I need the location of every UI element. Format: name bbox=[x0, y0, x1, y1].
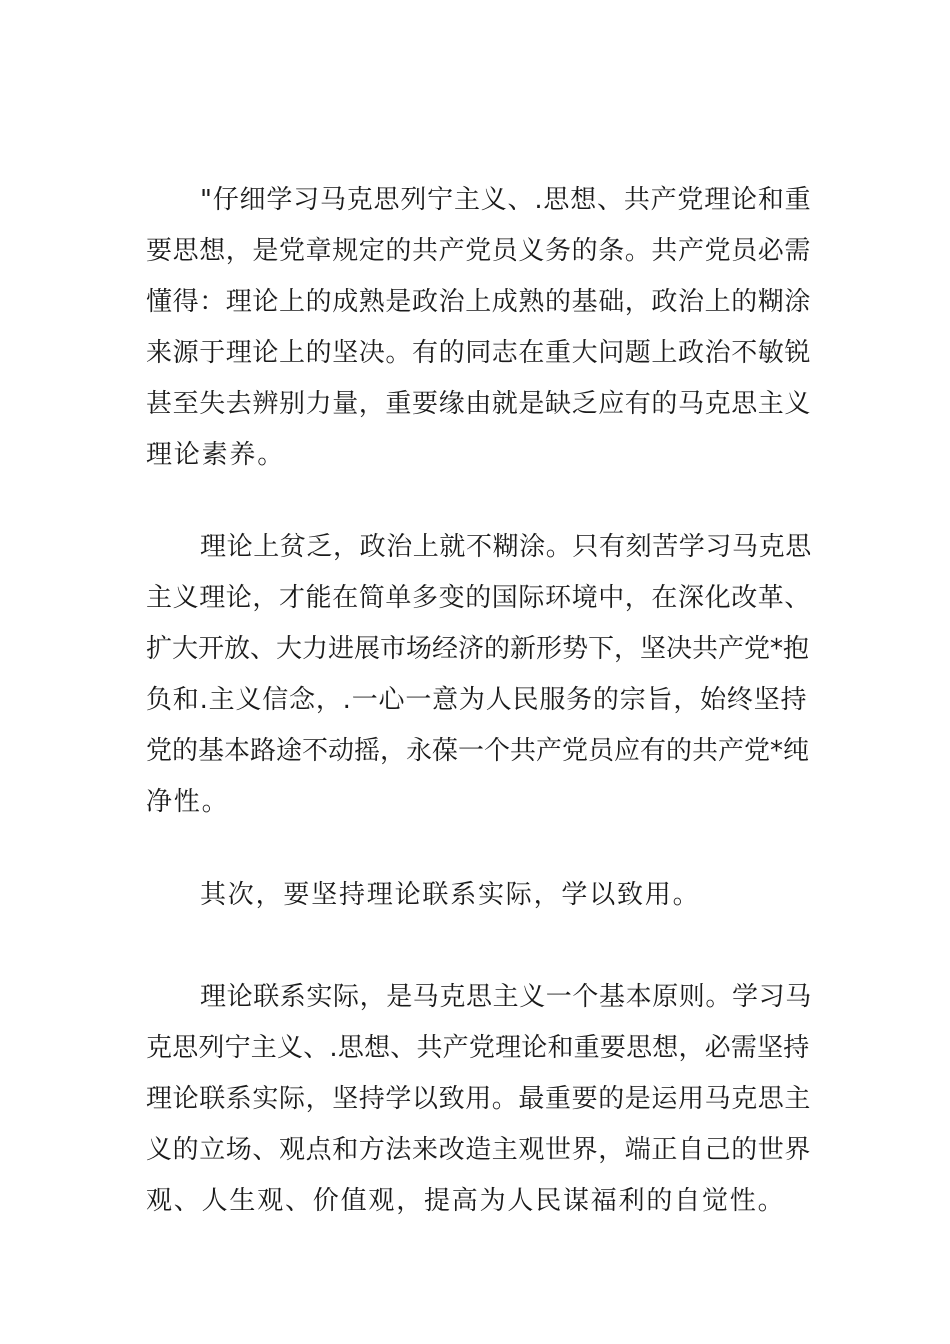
paragraph-1-line-5: 甚至失去辨别力量，重要缘由就是缺乏应有的马克思主义 bbox=[146, 389, 812, 419]
paragraph-3-line-1: 其次，要坚持理论联系实际，学以致用。 bbox=[200, 880, 701, 910]
paragraph-1-line-3: 懂得：理论上的成熟是政治上成熟的基础，政治上的糊涂 bbox=[146, 287, 812, 317]
paragraph-2-line-4: 负和.主义信念，.一心一意为人民服务的宗旨，始终坚持 bbox=[146, 685, 808, 715]
paragraph-4-line-4: 义的立场、观点和方法来改造主观世界，端正自己的世界 bbox=[146, 1135, 812, 1165]
paragraph-4-line-1: 理论联系实际，是马克思主义一个基本原则。学习马 bbox=[200, 982, 812, 1012]
paragraph-2-line-5: 党的基本路途不动摇，永葆一个共产党员应有的共产党*纯 bbox=[146, 736, 810, 766]
paragraph-1-line-2: 要思想，是党章规定的共产党员义务的条。共产党员必需 bbox=[146, 236, 812, 266]
paragraph-1-line-4: 来源于理论上的坚决。有的同志在重大问题上政治不敏锐 bbox=[146, 338, 812, 368]
paragraph-4-line-5: 观、人生观、价值观，提高为人民谋福利的自觉性。 bbox=[146, 1186, 786, 1216]
paragraph-2-line-1: 理论上贫乏，政治上就不糊涂。只有刻苦学习马克思 bbox=[200, 532, 812, 562]
paragraph-2-line-6: 净性。 bbox=[146, 787, 230, 817]
paragraph-2-line-2: 主义理论，才能在简单多变的国际环境中，在深化改革、 bbox=[146, 583, 812, 613]
paragraph-4-line-2: 克思列宁主义、.思想、共产党理论和重要思想，必需坚持 bbox=[146, 1033, 810, 1063]
paragraph-1-line-6: 理论素养。 bbox=[146, 440, 286, 470]
paragraph-2-line-3: 扩大开放、大力进展市场经济的新形势下，坚决共产党*抱 bbox=[146, 634, 810, 664]
paragraph-1-line-1: "仔细学习马克思列宁主义、.思想、共产党理论和重 bbox=[200, 185, 812, 215]
paragraph-4-line-3: 理论联系实际，坚持学以致用。最重要的是运用马克思主 bbox=[146, 1084, 812, 1114]
